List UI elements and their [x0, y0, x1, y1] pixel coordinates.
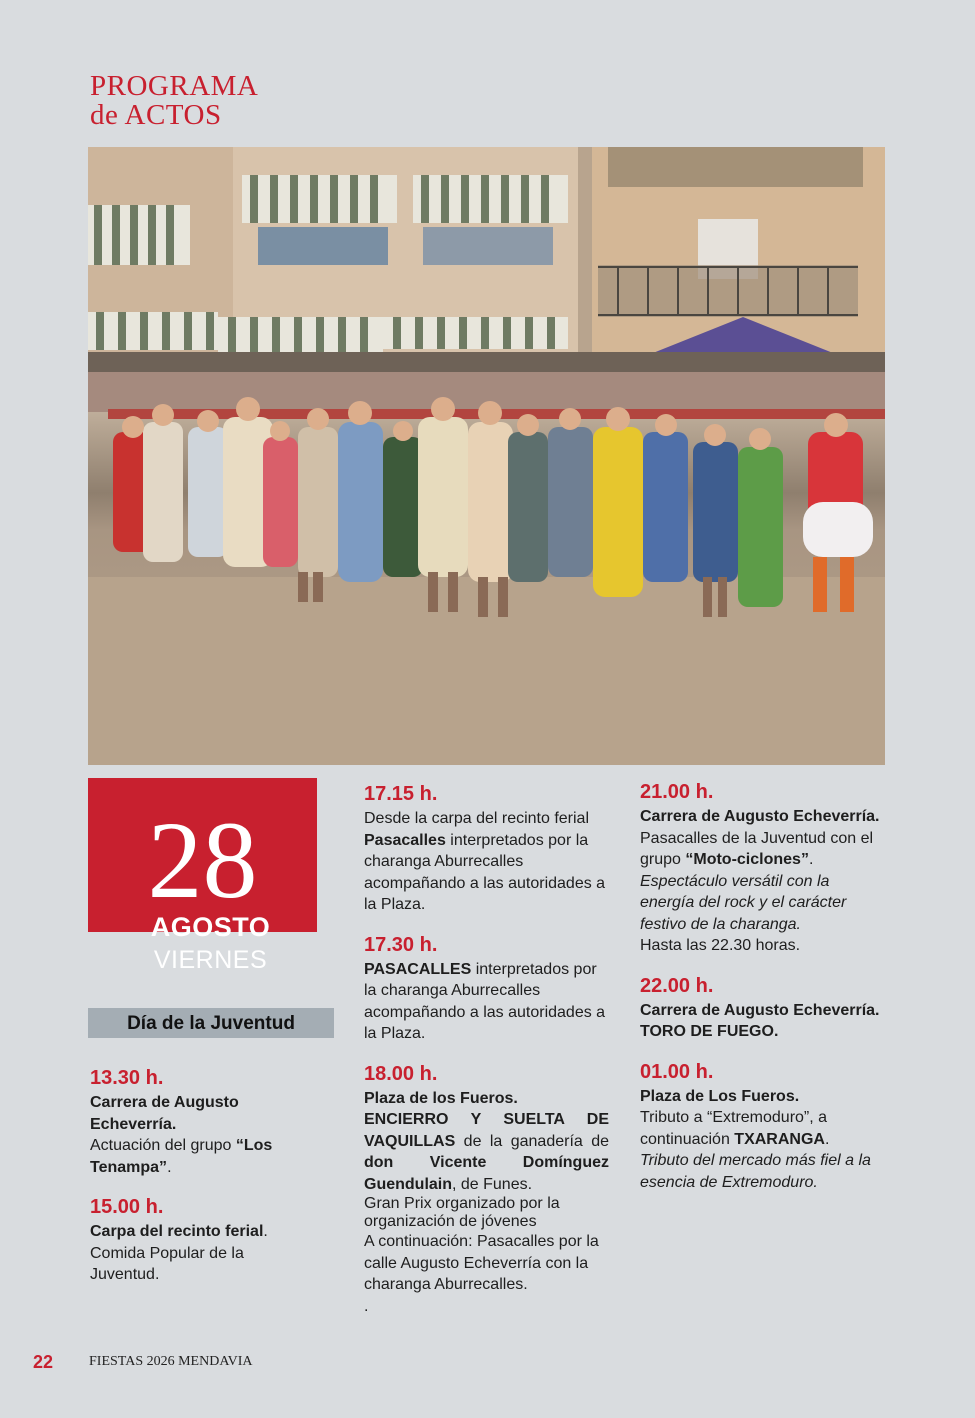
- event-place: Carrera de Augusto Echeverría.: [90, 1094, 239, 1133]
- event-description: [640, 828, 880, 871]
- desc-group: “Los Tenampa”: [90, 1137, 273, 1176]
- desc-text: Pasacalles de la Juventud con el grupo: [640, 829, 874, 868]
- event-time: 22.00 h.: [640, 974, 714, 997]
- event-note: Gran Prix organizado por la organización de jóvenes: [364, 1195, 560, 1230]
- event-place: Carpa del recinto ferial: [90, 1223, 264, 1240]
- desc-text: interpretados por la charanga Aburrecalles acompañando a las autoridades a la Plaza.: [364, 960, 606, 1042]
- event-time: 18.00 h.: [364, 1062, 438, 1085]
- desc-highlight: PASACALLES: [364, 960, 472, 978]
- event-description: [640, 1107, 880, 1150]
- event-description: Comida Popular de la Juventud.: [90, 1244, 244, 1283]
- event-place: Plaza de los Fueros.: [364, 1089, 518, 1107]
- day-number: 28: [147, 799, 258, 921]
- schedule-column-2: [364, 780, 609, 1332]
- event-time: 21.00 h.: [640, 781, 714, 803]
- desc-text: de la ganadería de: [455, 1132, 609, 1150]
- event-1730: [364, 931, 609, 1045]
- event-time: 01.00 h.: [640, 1060, 714, 1083]
- schedule-column-1: [90, 1064, 305, 1301]
- desc-highlight: Pasacalles: [364, 831, 446, 849]
- event-place-line: [90, 1221, 305, 1243]
- page-header: [90, 72, 258, 130]
- event-description: [364, 1109, 609, 1195]
- event-followup: A continuación: Pasacalles por la calle Augusto Echeverría con la charanga Aburrecalles.: [364, 1233, 599, 1293]
- desc-text: .: [167, 1158, 172, 1176]
- desc-text: Desde la carpa del recinto ferial: [364, 810, 590, 827]
- desc-text: Actuación del grupo: [90, 1137, 236, 1154]
- event-1800: [364, 1060, 609, 1318]
- event-note: Espectáculo versátil con la energía del rock y el carácter festivo de la charanga.: [640, 872, 847, 933]
- event-description: [364, 808, 609, 916]
- event-2200: [640, 972, 880, 1043]
- page-number: 22: [33, 1352, 54, 1372]
- month-label: AGOSTO: [150, 912, 271, 942]
- event-description: [364, 959, 609, 1045]
- desc-text: , de Funes.: [452, 1175, 533, 1193]
- event-1330: [90, 1064, 305, 1178]
- event-description: [90, 1135, 305, 1178]
- event-time: 17.30 h.: [364, 933, 438, 956]
- event-place: Plaza de Los Fueros.: [640, 1087, 800, 1105]
- desc-group: “Moto-ciclones”: [685, 851, 809, 868]
- event-time: 17.15 h.: [364, 783, 438, 805]
- event-place: Carrera de Augusto Echeverría.: [640, 1001, 880, 1019]
- footer-title: FIESTAS 2026 MENDAVIA: [89, 1354, 253, 1369]
- event-time: 13.30 h.: [90, 1067, 164, 1089]
- header-programa: PROGRAMA: [90, 70, 259, 102]
- desc-text: .: [263, 1223, 268, 1240]
- desc-highlight: TXARANGA: [734, 1130, 825, 1148]
- desc-text: Tributo a “Extremoduro”, a continuación: [640, 1109, 828, 1148]
- event-note: Tributo del mercado más fiel a la esencia de Extremoduro.: [640, 1152, 871, 1191]
- desc-text: .: [824, 1130, 830, 1148]
- event-end-time: Hasta las 22.30 horas.: [640, 937, 801, 954]
- festival-photo-illustration: [88, 147, 885, 765]
- desc-text: .: [808, 851, 814, 868]
- header-de-actos: de ACTOS: [90, 99, 222, 131]
- desc-highlight: ENCIERRO Y SUELTA DE VAQUILLAS: [364, 1111, 609, 1150]
- desc-text: interpretados por la charanga Aburrecalles acompañando a las autoridades a la Plaza.: [364, 831, 606, 913]
- schedule-column-3: [640, 778, 880, 1208]
- event-end-mark: .: [364, 1297, 369, 1315]
- festival-photo: [88, 147, 885, 765]
- event-2100: [640, 778, 880, 957]
- event-time: 15.00 h.: [90, 1196, 164, 1218]
- weekday-label: VIERNES: [153, 946, 268, 974]
- event-1500: [90, 1193, 305, 1286]
- event-0100: [640, 1058, 880, 1194]
- event-1715: [364, 780, 609, 916]
- event-place: Carrera de Augusto Echeverría.: [640, 808, 880, 825]
- day-theme: Día de la Juventud: [88, 1008, 334, 1038]
- desc-highlight: don Vicente Domínguez Guendulain: [364, 1154, 609, 1193]
- event-description: TORO DE FUEGO.: [640, 1023, 779, 1040]
